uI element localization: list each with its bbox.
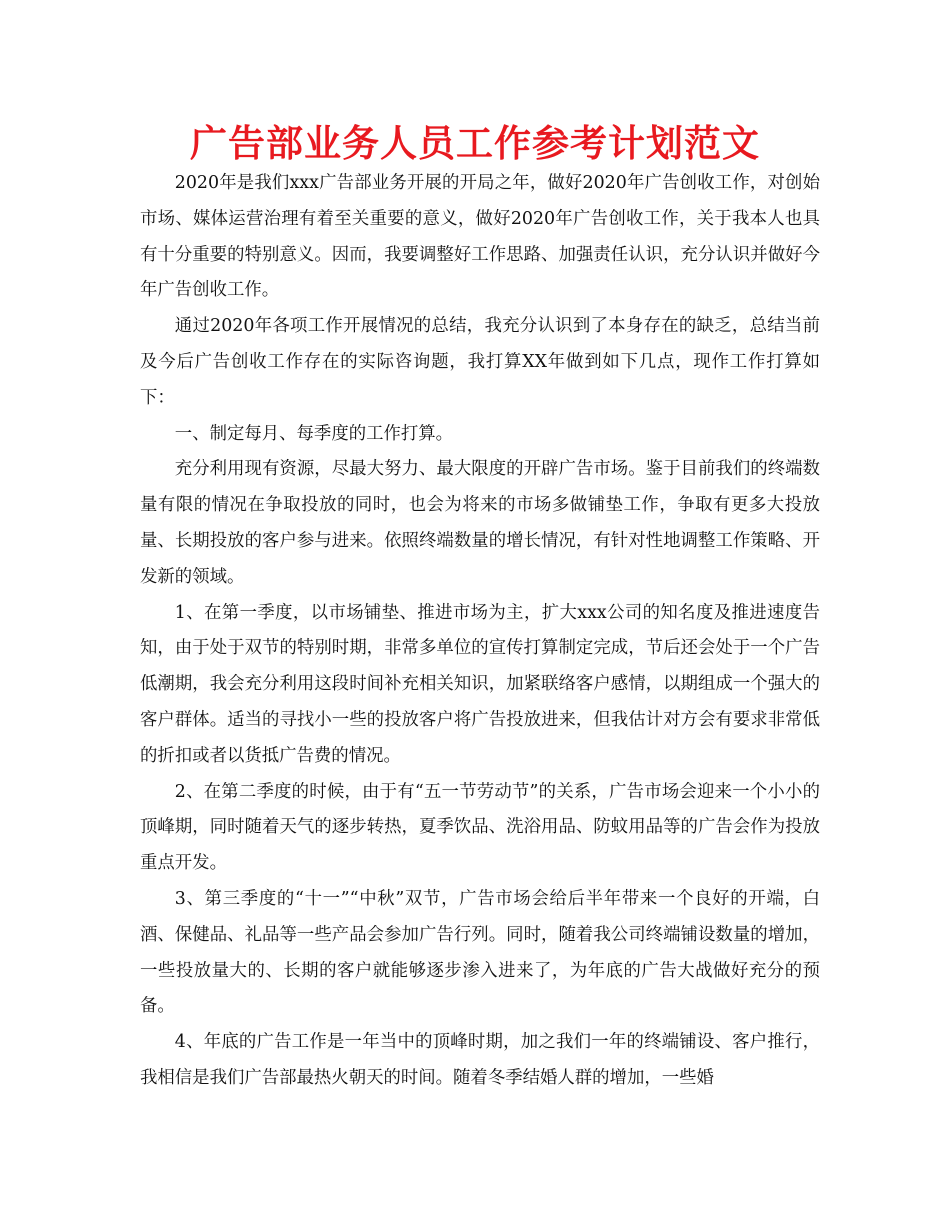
section-heading-1: 一、制定每月、每季度的工作打算。 bbox=[174, 423, 454, 444]
document-title: 广告部业务人员工作参考计划范文 bbox=[190, 122, 760, 165]
paragraph-summary: 通过2020年各项工作开展情况的总结，我充分认识到了本身存在的缺乏，总结当前及今后广告创收工作存在的实际咨询题，我打算XX年做到如下几点，现作工作打算如下： bbox=[140, 316, 820, 408]
paragraph-q1: 1、在第一季度，以市场铺垫、推进市场为主，扩大xxx公司的知名度及推进速度告知，由于处于双节的特别时期，非常多单位的宣传打算制定完成，节后还会处于一个广告低潮期，我会充分利用这段时间补充相关知识，加紧联络客户感情，以期组成一个强大的客户群体。适当的寻找小一些的投放客户将广告投放进来，但我估计对方会有要求非常低的折扣或者以货抵广告费的情况。 bbox=[140, 602, 820, 766]
paragraph-q2: 2、在第二季度的时候，由于有“五一节劳动节”的关系，广告市场会迎来一个小小的顶峰期，同时随着天气的逐步转热，夏季饮品、洗浴用品、防蚊用品等的广告会作为投放重点开发。 bbox=[140, 781, 820, 874]
document-body bbox=[140, 166, 820, 1097]
paragraph-resources: 充分利用现有资源，尽最大努力、最大限度的开辟广告市场。鉴于目前我们的终端数量有限的情况在争取投放的同时，也会为将来的市场多做铺垫工作，争取有更多大投放量、长期投放的客户参与进来。依照终端数量的增长情况，有针对性地调整工作策略、开发新的领域。 bbox=[140, 459, 820, 587]
paragraph-intro: 2020年是我们xxx广告部业务开展的开局之年，做好2020年广告创收工作，对创始市场、媒体运营治理有着至关重要的意义，做好2020年广告创收工作，关于我本人也具有十分重要的特别意义。因而，我要调整好工作思路、加强责任认识，充分认识并做好今年广告创收工作。 bbox=[140, 173, 820, 301]
paragraph-q3: 3、第三季度的“十一”“中秋”双节，广告市场会给后半年带来一个良好的开端，白酒、保健品、礼品等一些产品会参加广告行列。同时，随着我公司终端铺设数量的增加，一些投放量大的、长期的客户就能够逐步渗入进来了，为年底的广告大战做好充分的预备。 bbox=[140, 888, 820, 1017]
paragraph-q4: 4、年底的广告工作是一年当中的顶峰时期，加之我们一年的终端铺设、客户推行，我相信是我们广告部最热火朝天的时间。随着冬季结婚人群的增加，一些婚 bbox=[140, 1032, 820, 1088]
